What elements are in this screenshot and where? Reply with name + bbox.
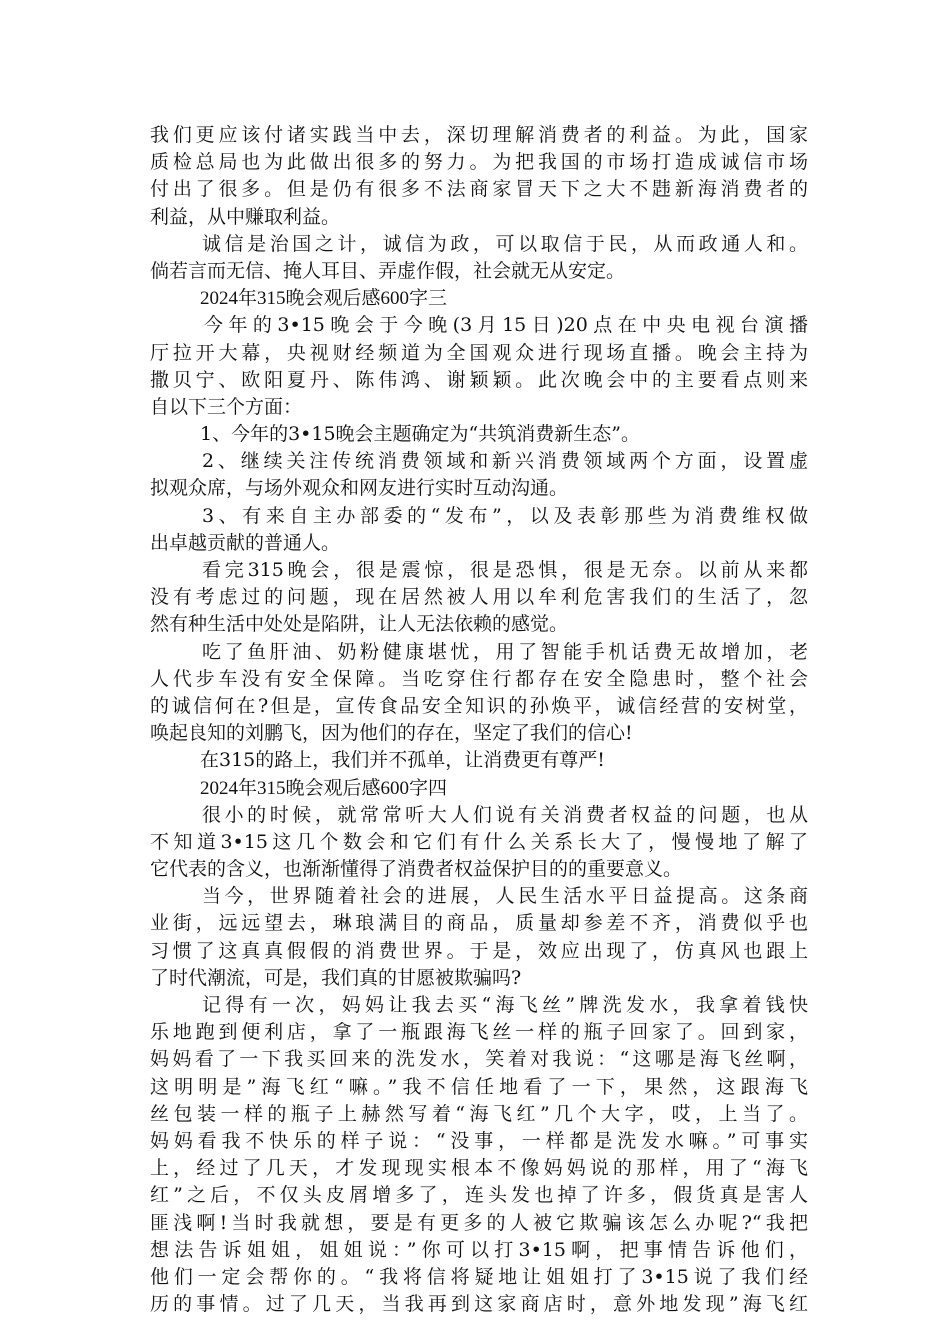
text-line: 不知道3•15这几个数会和它们有什么关系长大了，慢慢地了解了 <box>150 830 808 853</box>
text-line: 出卓越贡献的普通人。 <box>150 531 341 554</box>
text-line: 他们一定会帮你的。“我将信将疑地让姐姐打了3•15说了我们经 <box>150 1265 808 1288</box>
text-line: 当今，世界随着社会的进展，人民生活水平日益提高。这条商 <box>202 885 808 908</box>
text-line: 习惯了这真真假假的消费世界。于是，效应出现了，仿真风也跟上 <box>150 939 808 962</box>
text-line: 利益，从中赚取利益。 <box>150 205 341 228</box>
text-line: 2、继续关注传统消费领域和新兴消费领域两个方面，设置虚 <box>202 450 808 473</box>
text-line: 乐地跑到便利店，拿了一瓶跟海飞丝一样的瓶子回家了。回到家， <box>150 1021 808 1044</box>
text-line: 唤起良知的刘鹏飞，因为他们的存在，坚定了我们的信心! <box>150 722 633 745</box>
text-line: 业街，远远望去，琳琅满目的商品，质量却参差不齐，消费似乎也 <box>150 912 808 935</box>
text-line: 很小的时候，就常常听大人们说有关消费者权益的问题，也从 <box>202 803 808 826</box>
text-line: 倘若言而无信、掩人耳目、弄虚作假，社会就无从安定。 <box>150 259 626 282</box>
document-page <box>150 122 808 1318</box>
text-line: 1、今年的3•15晚会主题确定为“共筑消费新生态”。 <box>200 423 640 446</box>
text-line: 它代表的含义，也渐渐懂得了消费者权益保护目的的重要意义。 <box>150 858 683 881</box>
text-line: 付出了很多。但是仍有很多不法商家冒天下之大不韪新海消费者的 <box>150 178 808 201</box>
text-line: 红”之后，不仅头皮屑增多了，连头发也掉了许多，假货真是害人 <box>150 1184 808 1207</box>
text-line: 上，经过了几天，才发现现实根本不像妈妈说的那样，用了“海飞 <box>150 1157 808 1180</box>
text-line: 历的事情。过了几天，当我再到这家商店时，意外地发现”海飞红 <box>150 1293 808 1316</box>
text-line: 厅拉开大幕，央视财经频道为全国观众进行现场直播。晚会主持为 <box>150 341 808 364</box>
text-line: 妈妈看我不快乐的样子说：“没事，一样都是洗发水嘛。”可事实 <box>150 1129 808 1152</box>
text-line: 的诚信何在?但是，宣传食品安全知识的孙焕平，诚信经营的安树堂， <box>150 694 808 717</box>
text-line: 质检总局也为此做出很多的努力。为把我国的市场打造成诚信市场 <box>150 151 808 174</box>
text-line: 拟观众席，与场外观众和网友进行实时互动沟通。 <box>150 477 569 500</box>
text-line: 在315的路上，我们并不孤单，让消费更有尊严! <box>200 749 605 772</box>
text-line: 自以下三个方面： <box>150 395 303 418</box>
text-line: 妈妈看了一下我买回来的洗发水，笑着对我说：“这哪是海飞丝啊， <box>150 1048 808 1071</box>
text-line: 吃了鱼肝油、奶粉健康堪忧，用了智能手机话费无故增加，老 <box>202 640 808 663</box>
section-heading: 2024年315晚会观后感600字三 <box>200 288 448 310</box>
text-line: 丝包装一样的瓶子上赫然写着“海飞红”几个大字，哎，上当了。 <box>150 1102 808 1125</box>
text-line: 诚信是治国之计，诚信为政，可以取信于民，从而政通人和。 <box>202 232 808 255</box>
section-heading: 2024年315晚会观后感600字四 <box>200 777 448 799</box>
text-line: 没有考虑过的问题，现在居然被人用以牟利危害我们的生活了，忽 <box>150 586 808 609</box>
text-line: 人代步车没有安全保障。当吃穿住行都存在安全隐患时，整个社会 <box>150 667 808 690</box>
text-line: 看完315晚会，很是震惊，很是恐惧，很是无奈。以前从来都 <box>202 559 808 581</box>
text-line: 匪浅啊!当时我就想，要是有更多的人被它欺骗该怎么办呢?“我把 <box>150 1211 808 1234</box>
text-line: 然有种生活中处处是陷阱，让人无法依赖的感觉。 <box>150 613 569 636</box>
text-line: 记得有一次，妈妈让我去买“海飞丝”牌洗发水，我拿着钱快 <box>202 994 808 1016</box>
text-line: 我们更应该付诸实践当中去，深切理解消费者的利益。为此，国家 <box>150 124 808 146</box>
text-line: 3、有来自主办部委的“发布”，以及表彰那些为消费维权做 <box>202 504 808 527</box>
text-line: 今年的3•15晚会于今晚(3月15日)20点在中央电视台演播 <box>204 314 808 337</box>
text-line: 想法告诉姐姐，姐姐说：”你可以打3•15啊，把事情告诉他们， <box>150 1238 808 1261</box>
text-line: 撒贝宁、欧阳夏丹、陈伟鸿、谢颖颖。此次晚会中的主要看点则来 <box>150 368 808 391</box>
text-line: 这明明是”海飞红“嘛。”我不信任地看了一下，果然，这跟海飞 <box>150 1075 808 1098</box>
text-line: 了时代潮流，可是，我们真的甘愿被欺骗吗? <box>150 966 522 989</box>
